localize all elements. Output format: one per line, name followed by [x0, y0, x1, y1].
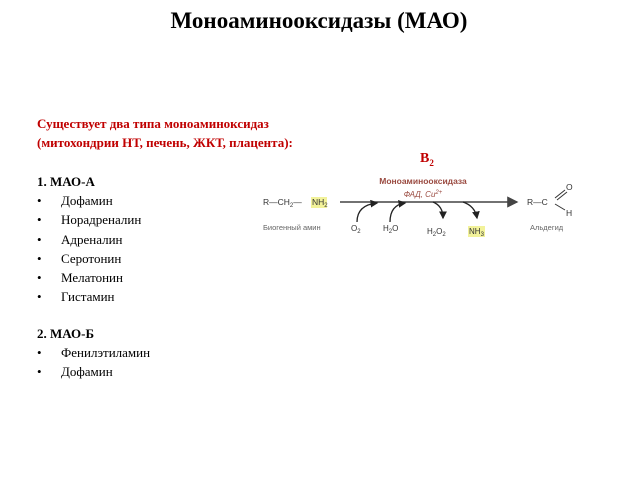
mao-b-heading: 2. МАО-Б — [37, 326, 95, 341]
reaction-scheme — [255, 172, 585, 242]
list-item: • Адреналин — [37, 230, 141, 249]
list-item: • Норадреналин — [37, 210, 141, 229]
h2o-label: $H_2O$ — [383, 224, 399, 235]
mao-b-group — [37, 324, 150, 382]
h2o2-curved-arrow — [433, 202, 443, 218]
mao-b-list — [37, 343, 150, 381]
intro-line-2: (митохондрии НТ, печень, ЖКТ, плацента): — [37, 135, 293, 150]
product-double-bond-2 — [557, 192, 567, 200]
product-hydrogen: H — [566, 208, 573, 218]
o2-label: $O_2$ — [351, 224, 361, 235]
h2o2-label: $H_2O_2$ — [427, 227, 446, 238]
list-item: • Гистамин — [37, 287, 141, 306]
vitamin-subscript: 2 — [429, 157, 434, 168]
product-double-bond-1 — [555, 190, 565, 198]
product-single-bond — [555, 204, 565, 210]
product-formula: R—C — [527, 197, 548, 207]
h2o-curved-arrow — [390, 203, 405, 222]
product-oxygen: O — [566, 182, 573, 192]
vitamin-b2-label — [420, 151, 434, 168]
substrate-formula: $R—CH_2—$ — [263, 197, 302, 209]
substrate-label: Биогенный амин — [263, 223, 321, 232]
enzyme-label: Моноаминооксидаза — [379, 176, 467, 186]
list-item: • Мелатонин — [37, 268, 141, 287]
list-item: • Фенилэтиламин — [37, 343, 150, 362]
intro-text — [37, 114, 293, 152]
mao-a-group — [37, 172, 141, 306]
page-title: Моноаминооксидазы (МАО) — [170, 8, 468, 33]
nh3-label: $NH_3$ — [469, 227, 484, 238]
mao-a-heading: 1. МАО-А — [37, 174, 95, 189]
vitamin-letter: B — [420, 151, 430, 166]
list-item: • Дофамин — [37, 191, 141, 210]
nh3-curved-arrow — [463, 202, 477, 218]
list-item: • Дофамин — [37, 362, 150, 381]
list-item: • Серотонин — [37, 249, 141, 268]
mao-a-list — [37, 191, 141, 306]
substrate-nh2: $NH_2$ — [312, 197, 328, 209]
o2-curved-arrow — [357, 203, 377, 222]
intro-line-1: Существует два типа моноаминоксидаз — [37, 116, 269, 131]
product-label: Альдегид — [530, 223, 564, 232]
cofactor-label: ФАД, $Cu^{2+}$ — [403, 190, 443, 199]
